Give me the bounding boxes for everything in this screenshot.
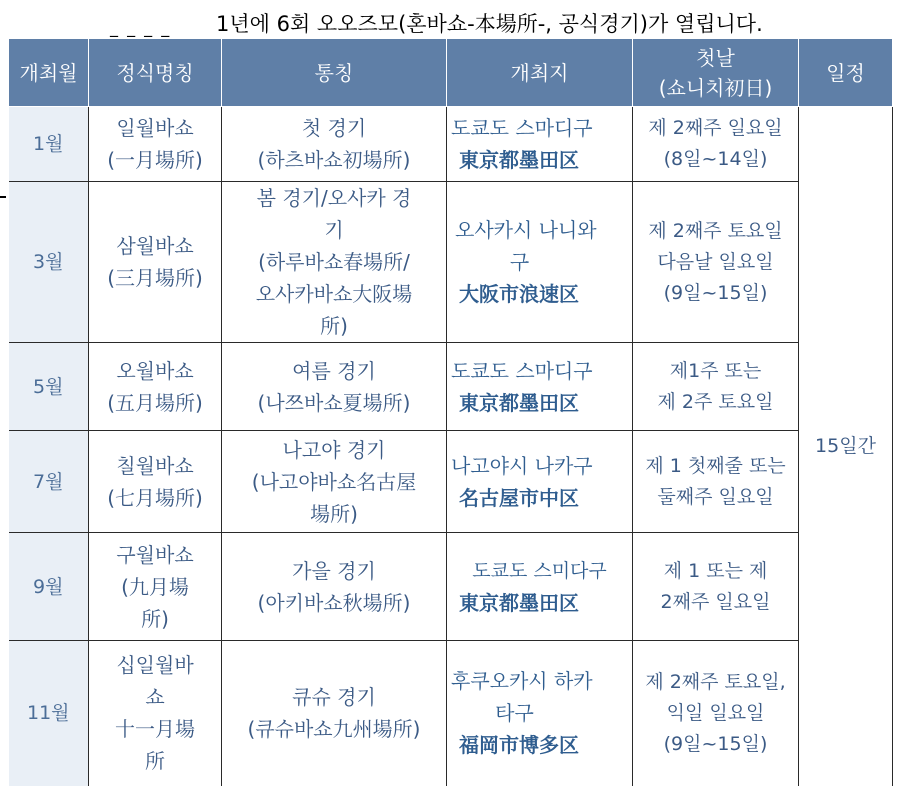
first-day-line: 제 2째주 토요일 [648,219,783,242]
venue-cell [447,343,633,431]
venue-kanji: 名古屋市中区 [459,485,579,510]
edge-mark [0,196,6,198]
venue-cell [447,533,633,641]
common-line: (큐슈바쇼九州場所) [247,717,421,742]
common-line: 첫 경기 [301,116,367,140]
official-line: 일월바쇼 [116,116,194,140]
official-name-cell [89,431,222,533]
official-line: 삼월바쇼 [116,234,194,258]
first-day-line: 제1주 또는 [669,359,762,382]
official-line: (一月場所) [107,148,203,172]
official-name-cell [89,343,222,431]
venue-kanji: 大阪市浪速区 [459,282,579,306]
first-day-line: 제 1 첫째줄 또는 [645,454,786,477]
first-day-cell [633,107,799,182]
official-name-cell [89,107,222,182]
header-venue: 개최지 [447,39,633,107]
venue-line: 후쿠오카시 하카 [451,669,593,694]
table-row [9,182,893,343]
page-title [0,0,901,40]
venue-line: 오사카시 나니와 [455,218,597,242]
common-name-cell [222,641,447,786]
venue-kanji: 福岡市博多区 [459,733,579,758]
common-name-cell [222,182,447,343]
header-first-day-line2: (쇼니치初日) [658,75,773,100]
common-line: 所) [320,314,348,338]
common-line: 여름 경기 [292,358,376,383]
official-line: 십일월바 [116,653,194,678]
first-day-line: 제 2주 토요일 [657,390,774,413]
venue-kanji: 東京都墨田区 [459,590,579,615]
common-name-cell [222,107,447,182]
official-line: 구월바쇼 [116,542,194,567]
first-day-line: 익일 일요일 [666,701,765,724]
title-text: 1년에 6회 오오즈모(혼바쇼-本場所-, 공식경기)가 열립니다. [216,12,763,36]
common-line: (하츠바쇼初場所) [257,148,411,172]
official-line: (五月場所) [107,390,203,415]
first-day-line: 제 2째주 일요일 [648,117,783,139]
common-line: (아키바쇼秋場所) [257,590,411,615]
header-common-name: 통칭 [222,39,447,107]
venue-line: 도쿄도 스마디구 [451,358,593,383]
common-line: 오사카바쇼大阪場 [255,282,413,306]
official-line: (七月場所) [107,485,203,510]
common-line: (나고야바쇼名古屋 [251,469,417,494]
official-line: (三月場所) [107,266,203,290]
first-day-cell [633,431,799,533]
month-cell: 1월 [9,107,89,182]
common-line: 기 [324,218,344,242]
first-day-line: 제 2째주 토요일, [645,670,786,693]
venue-line: 도쿄도 스마디구 [451,116,593,140]
month-cell: 9월 [9,533,89,641]
table-row [9,641,893,786]
schedule-cell: 15일간 [799,107,893,786]
official-line: 칠월바쇼 [116,453,194,478]
venue-cell [447,182,633,343]
common-line: (나쯔바쇼夏場所) [257,390,411,415]
table-row [9,343,893,431]
month-cell: 5월 [9,343,89,431]
common-line: (하루바쇼春場所/ [258,250,410,274]
official-line: 오월바쇼 [116,358,194,383]
official-line: (九月場 [121,574,189,599]
common-line: 場所) [310,501,358,526]
official-line: 所 [145,749,165,774]
first-day-line: 다음날 일요일 [657,250,774,273]
common-line: 가을 경기 [292,558,376,583]
official-name-cell [89,182,222,343]
venue-cell [447,107,633,182]
header-first-day [633,39,799,107]
venue-kanji: 東京都墨田区 [459,148,579,172]
common-line: 나고야 경기 [282,437,386,462]
official-line: 所) [141,606,169,631]
venue-kanji: 東京都墨田区 [459,390,579,415]
venue-cell [447,641,633,786]
venue-cell [447,431,633,533]
common-name-cell [222,533,447,641]
first-day-cell [633,182,799,343]
first-day-cell [633,641,799,786]
header-official-name: 정식명칭 [89,39,222,107]
first-day-line: (8일~14일) [663,148,768,170]
common-line: 봄 경기/오사카 경 [256,186,412,210]
month-cell: 3월 [9,182,89,343]
venue-line: 도쿄도 스미다구 [472,559,607,582]
first-day-line: (9일~15일) [663,281,768,304]
sumo-schedule-table [8,38,893,786]
header-row [9,39,893,107]
venue-line: 나고야시 나카구 [451,453,593,478]
month-cell: 11월 [9,641,89,786]
table-row [9,107,893,182]
first-day-line: (9일~15일) [663,732,768,755]
venue-line: 구 [509,250,530,274]
header-schedule: 일정 [799,39,893,107]
first-day-cell [633,343,799,431]
official-line: 十一月場 [115,717,195,742]
header-first-day-line1: 첫날 [696,45,735,70]
table-row [9,533,893,641]
first-day-line: 제 1 또는 제 [663,559,768,582]
first-day-line: 2째주 일요일 [660,590,771,613]
common-name-cell [222,431,447,533]
official-line: 쇼 [145,685,165,710]
common-name-cell [222,343,447,431]
official-name-cell [89,533,222,641]
first-day-cell [633,533,799,641]
venue-line: 타구 [495,701,534,726]
common-line: 큐슈 경기 [292,685,376,710]
first-day-line: 둘째주 일요일 [657,485,774,508]
table-row [9,431,893,533]
title-dashes: _ _ _ _ [110,18,172,37]
month-cell: 7월 [9,431,89,533]
official-name-cell [89,641,222,786]
header-month: 개최월 [9,39,89,107]
